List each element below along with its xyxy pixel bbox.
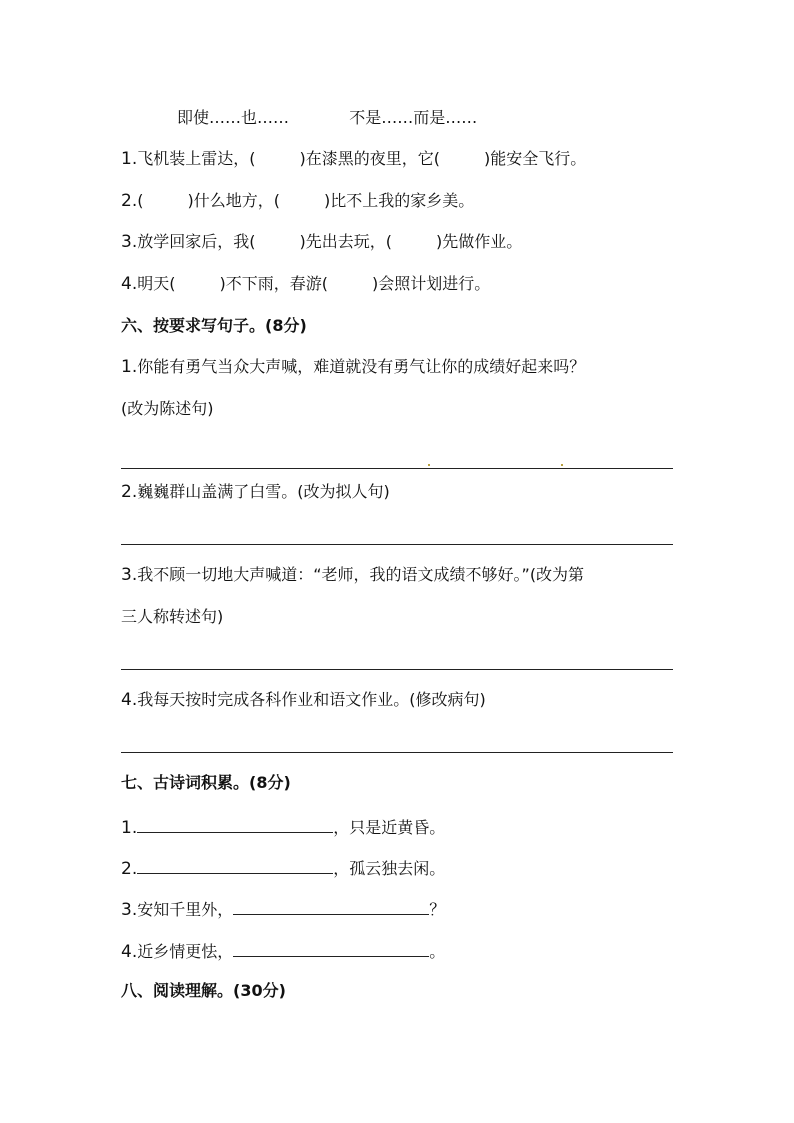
item-number: 4.	[121, 274, 138, 294]
poem-blank-2[interactable]	[137, 857, 333, 874]
item-text: (	[137, 191, 144, 210]
item-text: 。	[429, 942, 446, 961]
fill-item-4	[121, 274, 490, 294]
fill-item-3	[121, 232, 522, 252]
item-text: )能安全飞行。	[483, 149, 587, 168]
item-number: 4.	[121, 942, 138, 962]
section-8-heading	[121, 981, 286, 1001]
scan-speck	[561, 464, 563, 466]
scan-speck	[428, 464, 430, 466]
rewrite-item-3	[121, 565, 584, 585]
item-number: 2.	[121, 859, 138, 879]
item-number: 4.	[121, 690, 138, 710]
rewrite-item-3-note: 三人称转述句)	[121, 607, 224, 626]
poem-item-1	[121, 816, 445, 838]
item-text: ？	[429, 900, 446, 919]
word-pair-options	[177, 108, 477, 128]
answer-line-1[interactable]	[121, 468, 673, 469]
poem-item-4	[121, 940, 445, 962]
item-text: )比不上我的家乡美。	[323, 191, 475, 210]
section-title: 六、按要求写句子。(	[121, 316, 273, 335]
section-title-tail: 分)	[262, 981, 286, 1000]
item-text: )什么地方，(	[187, 191, 280, 210]
item-number: 2.	[121, 482, 138, 502]
item-text: 飞机装上雷达，(	[137, 149, 256, 168]
answer-line-4[interactable]	[121, 752, 673, 753]
poem-blank-1[interactable]	[137, 816, 333, 833]
item-number: 3.	[121, 900, 138, 920]
word-pair-1: 即使……也……	[177, 108, 290, 127]
answer-line-2[interactable]	[121, 544, 673, 545]
poem-item-3	[121, 898, 445, 920]
rewrite-item-1-note: (改为陈述句)	[121, 399, 214, 418]
poem-blank-4[interactable]	[233, 940, 429, 957]
poem-blank-3[interactable]	[233, 898, 429, 915]
item-number: 2.	[121, 191, 138, 211]
item-text: )在漆黑的夜里，它(	[299, 149, 440, 168]
fill-item-2	[121, 191, 474, 211]
poem-item-2	[121, 857, 445, 879]
item-text: 明天(	[137, 274, 176, 293]
item-text: 放学回家后，我(	[137, 232, 256, 251]
item-text: )会照计划进行。	[371, 274, 491, 293]
item-text: 我每天按时完成各科作业和语文作业。(修改病句)	[137, 690, 486, 709]
section-score: 30	[240, 981, 263, 1000]
item-text: 安知千里外，	[137, 900, 234, 919]
item-text: )先出去玩，(	[299, 232, 392, 251]
section-6-heading	[121, 316, 307, 336]
rewrite-item-1	[121, 357, 585, 377]
item-text: )先做作业。	[435, 232, 523, 251]
item-text: 你能有勇气当众大声喊，难道就没有勇气让你的成绩好起来吗？	[137, 357, 586, 376]
rewrite-item-2	[121, 482, 390, 502]
answer-line-3[interactable]	[121, 669, 673, 670]
section-score: 8	[272, 316, 284, 335]
fill-item-1	[121, 149, 586, 169]
rewrite-item-4	[121, 690, 486, 710]
item-text: )不下雨，春游(	[219, 274, 328, 293]
section-title-tail: 分)	[267, 773, 291, 792]
item-number: 3.	[121, 232, 138, 252]
section-7-heading	[121, 773, 291, 793]
section-title: 七、古诗词积累。(	[121, 773, 257, 792]
item-number: 1.	[121, 357, 138, 377]
section-score: 8	[256, 773, 268, 792]
section-title-tail: 分)	[283, 316, 307, 335]
section-title: 八、阅读理解。(	[121, 981, 241, 1000]
item-text: 巍巍群山盖满了白雪。(改为拟人句)	[137, 482, 390, 501]
item-text: 我不顾一切地大声喊道：“老师，我的语文成绩不够好。”(改为第	[137, 565, 585, 584]
item-number: 3.	[121, 565, 138, 585]
item-number: 1.	[121, 818, 138, 838]
item-text: ，只是近黄昏。	[333, 818, 446, 837]
item-number: 1.	[121, 149, 138, 169]
item-text: ，孤云独去闲。	[333, 859, 446, 878]
item-text: 近乡情更怯，	[137, 942, 234, 961]
word-pair-2: 不是……而是……	[349, 108, 478, 127]
